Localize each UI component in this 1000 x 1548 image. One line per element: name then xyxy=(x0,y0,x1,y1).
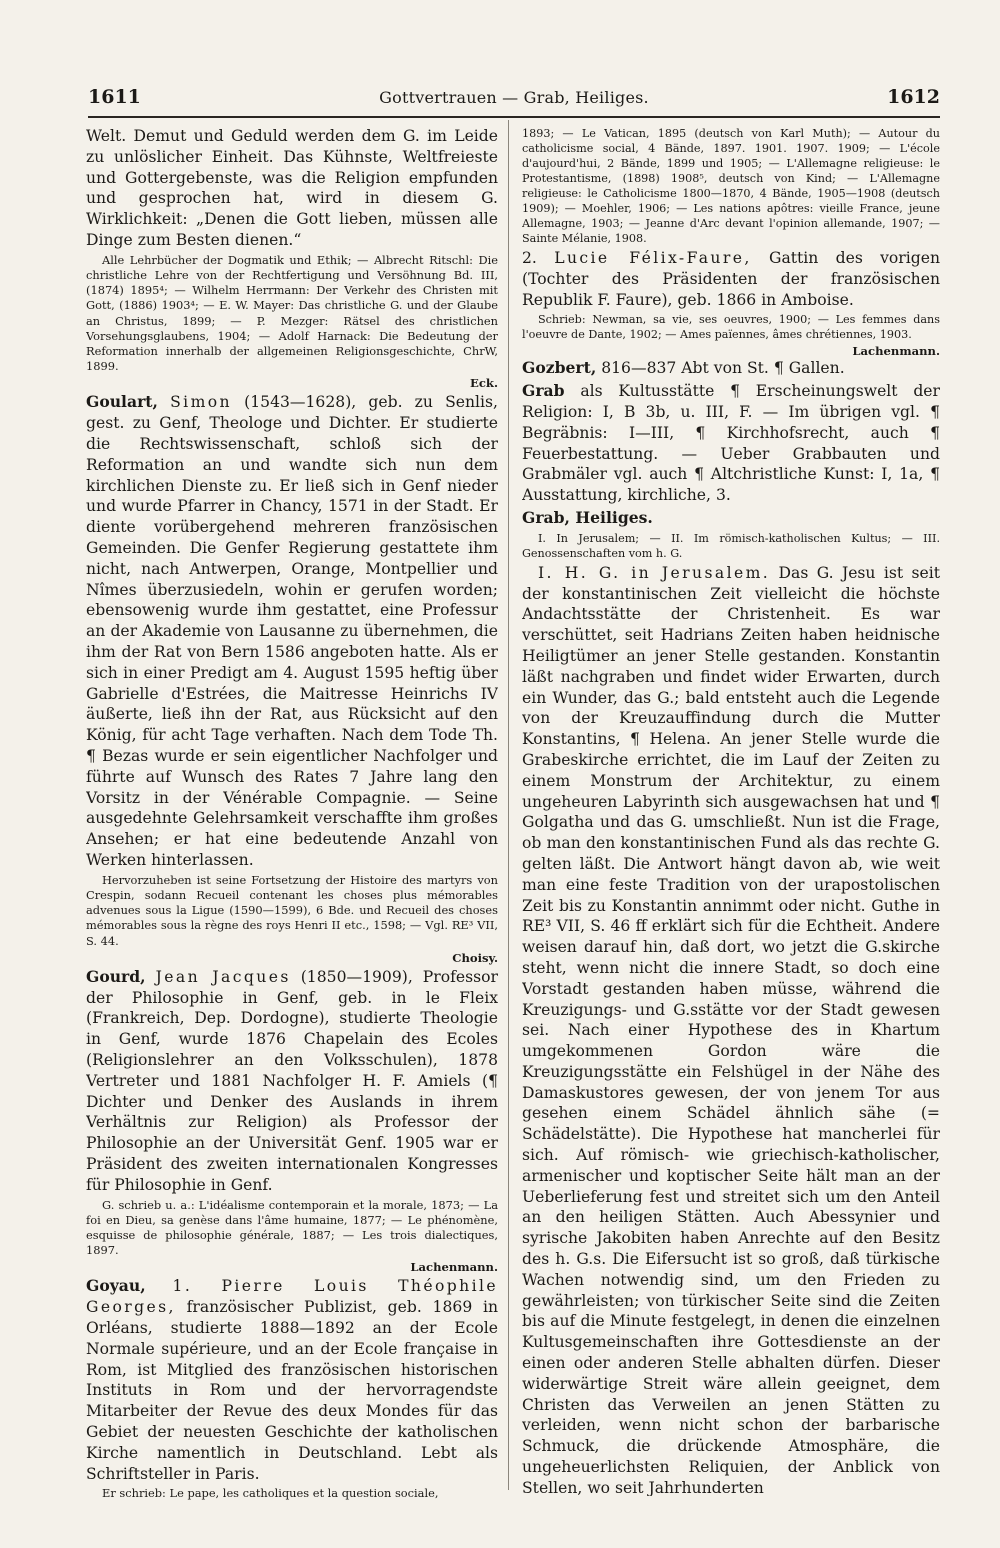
section-jerusalem xyxy=(522,563,940,1496)
author-signature: Choisy. xyxy=(452,950,498,965)
entry-lucie-goyau xyxy=(522,248,940,310)
entry-person-name: Lucie Félix-Faure, xyxy=(554,249,752,267)
author-signature: Lachenmann. xyxy=(852,344,940,359)
literature-note: Alle Lehrbücher der Dogmatik und Ethik; — Albrecht Ritschl: Die christliche Lehre von der Rechtfertigung und Versöhnung Bd. III, (1874) 1895⁴; — Wilhelm Herrmann: Der Verkehr des Christen mit Gott, (1886) 1903⁴; — E. W. Mayer: Das christliche G. und der Glaube an Christus, 1899; — P. Mezger: Rätsel des christlichen Vorsehungsglaubens, 1904; — Adolf Harnack: Die Bedeutung der Reformation innerhalb der allgemeinen Religionsgeschichte, ChrW, 1899. xyxy=(86,252,498,374)
entry-headword: Goyau, xyxy=(86,1276,146,1296)
entry-headword: Grab, Heiliges. xyxy=(522,507,653,527)
entry-goulart xyxy=(86,392,498,870)
header-rule xyxy=(88,116,940,118)
author-signature: Lachenmann. xyxy=(410,1260,498,1275)
literature-note: G. schrieb u. a.: L'idéalisme contemporain et la morale, 1873; — La foi en Dieu, sa genèse dans l'âme humaine, 1877; — Le phénomène, esquisse de philosophie générale, 1887; — Les trois dialectiques, 1897. xyxy=(86,1197,498,1258)
section-heading: I. H. G. in Jerusalem. xyxy=(538,563,771,582)
entry-person-name: Simon xyxy=(170,393,232,412)
entry-headword: Goulart, xyxy=(86,392,158,412)
entry-grab-heiliges xyxy=(522,508,940,529)
entry-text: (1850—1909), Professor der Philosophie in Genf, geb. in le Fleix (Frankreich, Dep. Dordogne), studierte Theologie in Genf, wurde 1876 Chapelain des Ecoles (Religionslehrer an den Volksschulen), 1878 Vertreter und 1881 Nachfolger H. F. Amiels (¶ Dichter und Denker des Auslands in ihrem Verhältnis zur Religion) als Professor der Philosophie an der Universität Genf. 1905 war er Präsident des zweiten internationalen Kongresses für Philosophie in Genf. xyxy=(86,967,498,1194)
author-signature: Eck. xyxy=(470,376,498,391)
section-contents: I. In Jerusalem; — II. Im römisch-katholischen Kultus; — III. Genossenschaften vom h. G. xyxy=(522,531,940,560)
entry-grab xyxy=(522,381,940,506)
left-column xyxy=(86,126,498,1526)
column-divider xyxy=(508,120,509,1490)
entry-continuation-text: Welt. Demut und Geduld werden dem G. im Leide zu unlöslicher Einheit. Das Kühnste, Weltfreieste und Gottergebenste, was die Religion empfunden und gesprochen hat, wird in diesem G. Wirklichkeit: „Denen die Gott lieben, müssen alle Dinge zum Besten dienen.“ xyxy=(86,127,498,249)
entry-text: Gattin des vorigen (Tochter des Präsidenten der französischen Republik F. Faure), geb. 1866 in Amboise. xyxy=(522,249,940,309)
section-text: Das G. Jesu ist seit der konstantinischen Zeit vielleicht die höchste Andachtsstätte der Christenheit. Es war verschüttet, seit Hadrians Zeiten haben heidnische Heiligtümer an jener Stelle gestanden. Konstantin läßt nachgraben und findet wider Erwarten, durch ein Wunder, das G.; bald entsteht auch die Legende von der Kreuzauffindung durch die Mutter Konstantins, ¶ Helena. An jener Stelle wurde die Grabeskirche errichtet, die im Lauf der Zeiten zu einem Monstrum der Architektur, zu einem ungeheuren Labyrinth sich ausgewachsen hat und ¶ Golgatha und das G. umschließt. Nun ist die Frage, ob man den konstantinischen Fund als das rechte G. gelten läßt. Die Antwort hängt davon ab, wie weit man eine feste Tradition von der urapostolischen Zeit bis zu Konstantin annimmt oder nicht. Guthe in RE³ VII, S. 46 ff erklärt sich für die Echtheit. Andere weisen darauf hin, daß dort, wo jetzt die G.skirche steht, wenn nicht die innere Stadt, so doch eine Vorstadt gestanden haben müsse, während die Kreuzigungs- und G.sstätte vor der Stadt gewesen sei. Nach einer Hypothese des in Khartum umgekommenen Gordon wäre die Kreuzigungsstätte ein Felshügel in der Nähe des Damaskustores gewesen, der von jenem Tor aus gesehen einem Schädel ähnlich sähe (= Schädelstätte). Die Hypothese hat mancherlei für sich. Auf römisch- wie griechisch-katholischer, armenischer und koptischer Seite hält man an der Ueberlieferung fest und streitet sich um den Anteil an den heiligen Stätten. Auch Abessynier und syrische Jakobiten haben Anrechte auf den Besitz des h. G.s. Die Eifersucht ist so groß, daß türkische Wachen notwendig sind, um den Frieden zu gewährleisten; von türkischer Seite sind die Zeiten bis auf die Minute festgelegt, in denen die einzelnen Kultusgemeinschaften ihre Gottesdienste an der einen oder anderen Stelle abhalten dürfen. Dieser widerwärtige Streit wäre allein geeignet, dem Christen das Verweilen an jenen Stätten zu verleiden, wenn nicht schon der barbarische Schmuck, die drückende Atmosphäre, die ungeheuerlichsten Reliquien, der Anblick von Stellen, wo seit Jahrhunderten xyxy=(522,563,940,1496)
entry-headword: Gozbert, xyxy=(522,358,597,378)
entry-goyau xyxy=(86,1276,498,1484)
entry-gourd xyxy=(86,967,498,1196)
literature-note: Hervorzuheben ist seine Fortsetzung der Histoire des martyrs von Crespin, sodann Recueil contenant les choses plus mémorables advenues sous la Ligue (1590—1599), 6 Bde. und Recueil des choses mémorables sous la règne des roys Henri II etc., 1598; — Vgl. RE³ VII, S. 44. xyxy=(86,872,498,948)
right-column xyxy=(522,126,940,1496)
literature-note: 1893; — Le Vatican, 1895 (deutsch von Karl Muth); — Autour du catholicisme social, 4 Bände, 1897. 1901. 1907. 1909; — L'école d'aujourd'hui, 2 Bände, 1899 und 1905; — L'Allemagne religieuse: le Protestantisme, (1898) 1908⁵, deutsch von Kind; — L'Allemagne religieuse: le Catholicisme 1800—1870, 4 Bände, 1905—1908 (deutsch 1909); — Moehler, 1906; — Les nations apôtres: vieille France, jeune Allemagne, 1903; — Jeanne d'Arc devant l'opinion allemande, 1907; — Sainte Mélanie, 1908. xyxy=(522,127,940,245)
page-number-left: 1611 xyxy=(88,86,141,108)
page-header xyxy=(88,82,940,112)
entry-person-name: 1. Pierre Louis Théophile Georges, xyxy=(86,1277,498,1317)
entry-headword: Gourd, xyxy=(86,966,146,986)
literature-note: Er schrieb: Le pape, les catholiques et la question sociale, xyxy=(102,1486,439,1501)
entry-number: 2. xyxy=(522,249,537,267)
entry-headword: Grab xyxy=(522,381,565,401)
entry-gozbert xyxy=(522,358,940,379)
entry-text: französischer Publizist, geb. 1869 in Orléans, studierte 1888—1892 an der Ecole Normale supérieure, und an der Ecole française in Rom, ist Mitglied des französischen historischen Instituts in Rom und der hervorragendste Mitarbeiter der Revue des deux Mondes für das Gebiet der neuesten Geschichte der katholischen Kirche namentlich in Deutschland. Lebt als Schriftsteller in Paris. xyxy=(86,1298,498,1483)
entry-text: als Kultusstätte ¶ Erscheinungswelt der Religion: I, B 3b, u. III, F. — Im übrigen vgl. ¶ Begräbnis: I—III, ¶ Kirchhofsrecht, auch ¶ Feuerbestattung. — Ueber Grabbauten und Grabmäler vgl. auch ¶ Altchristliche Kunst: I, 1a, ¶ Ausstattung, kirchliche, 3. xyxy=(522,382,940,505)
literature-note: Schrieb: Newman, sa vie, ses oeuvres, 1900; — Les femmes dans l'oeuvre de Dante, 1902; — Ames païennes, âmes chrétiennes, 1903. xyxy=(522,313,940,342)
entry-text: (1543—1628), geb. zu Senlis, gest. zu Genf, Theologe und Dichter. Er studierte die Rechtswissenschaft, schloß sich der Reformation an und wandte sich nun dem kirchlichen Dienste zu. Er ließ sich in Genf nieder und wurde Pfarrer in Chancy, 1571 in der Stadt. Er diente vorübergehend mehreren französischen Gemeinden. Die Genfer Regierung gestattete ihm nicht, nach Antwerpen, Orange, Montpellier und Nîmes überzusiedeln, wohin er gerufen worden; ebensowenig wurde ihm gestattet, eine Professur an der Akademie von Lausanne zu übernehmen, die ihm der Rat von Bern 1586 angeboten hatte. Als er sich in einer Predigt am 4. August 1595 heftig über Gabrielle d'Estrées, die Maitresse Heinrichs IV äußerte, ließ ihn der Rat, aus Rücksicht auf den König, für acht Tage verhaften. Nach dem Tode Th. ¶ Bezas wurde er sein eigentlicher Nachfolger und führte auf Wunsch des Rates 7 Jahre lang den Vorsitz in der Vénérable Compagnie. — Seine ausgedehnte Gelehrsamkeit verschaffte ihm großes Ansehen; er hat eine bedeutende Anzahl von Werken hinterlassen. xyxy=(86,393,498,869)
running-title: Gottvertrauen — Grab, Heiliges. xyxy=(379,88,649,107)
entry-person-name: Jean Jacques xyxy=(155,967,291,986)
entry-text: 816—837 Abt von St. ¶ Gallen. xyxy=(601,359,845,378)
page-number-right: 1612 xyxy=(887,86,940,108)
